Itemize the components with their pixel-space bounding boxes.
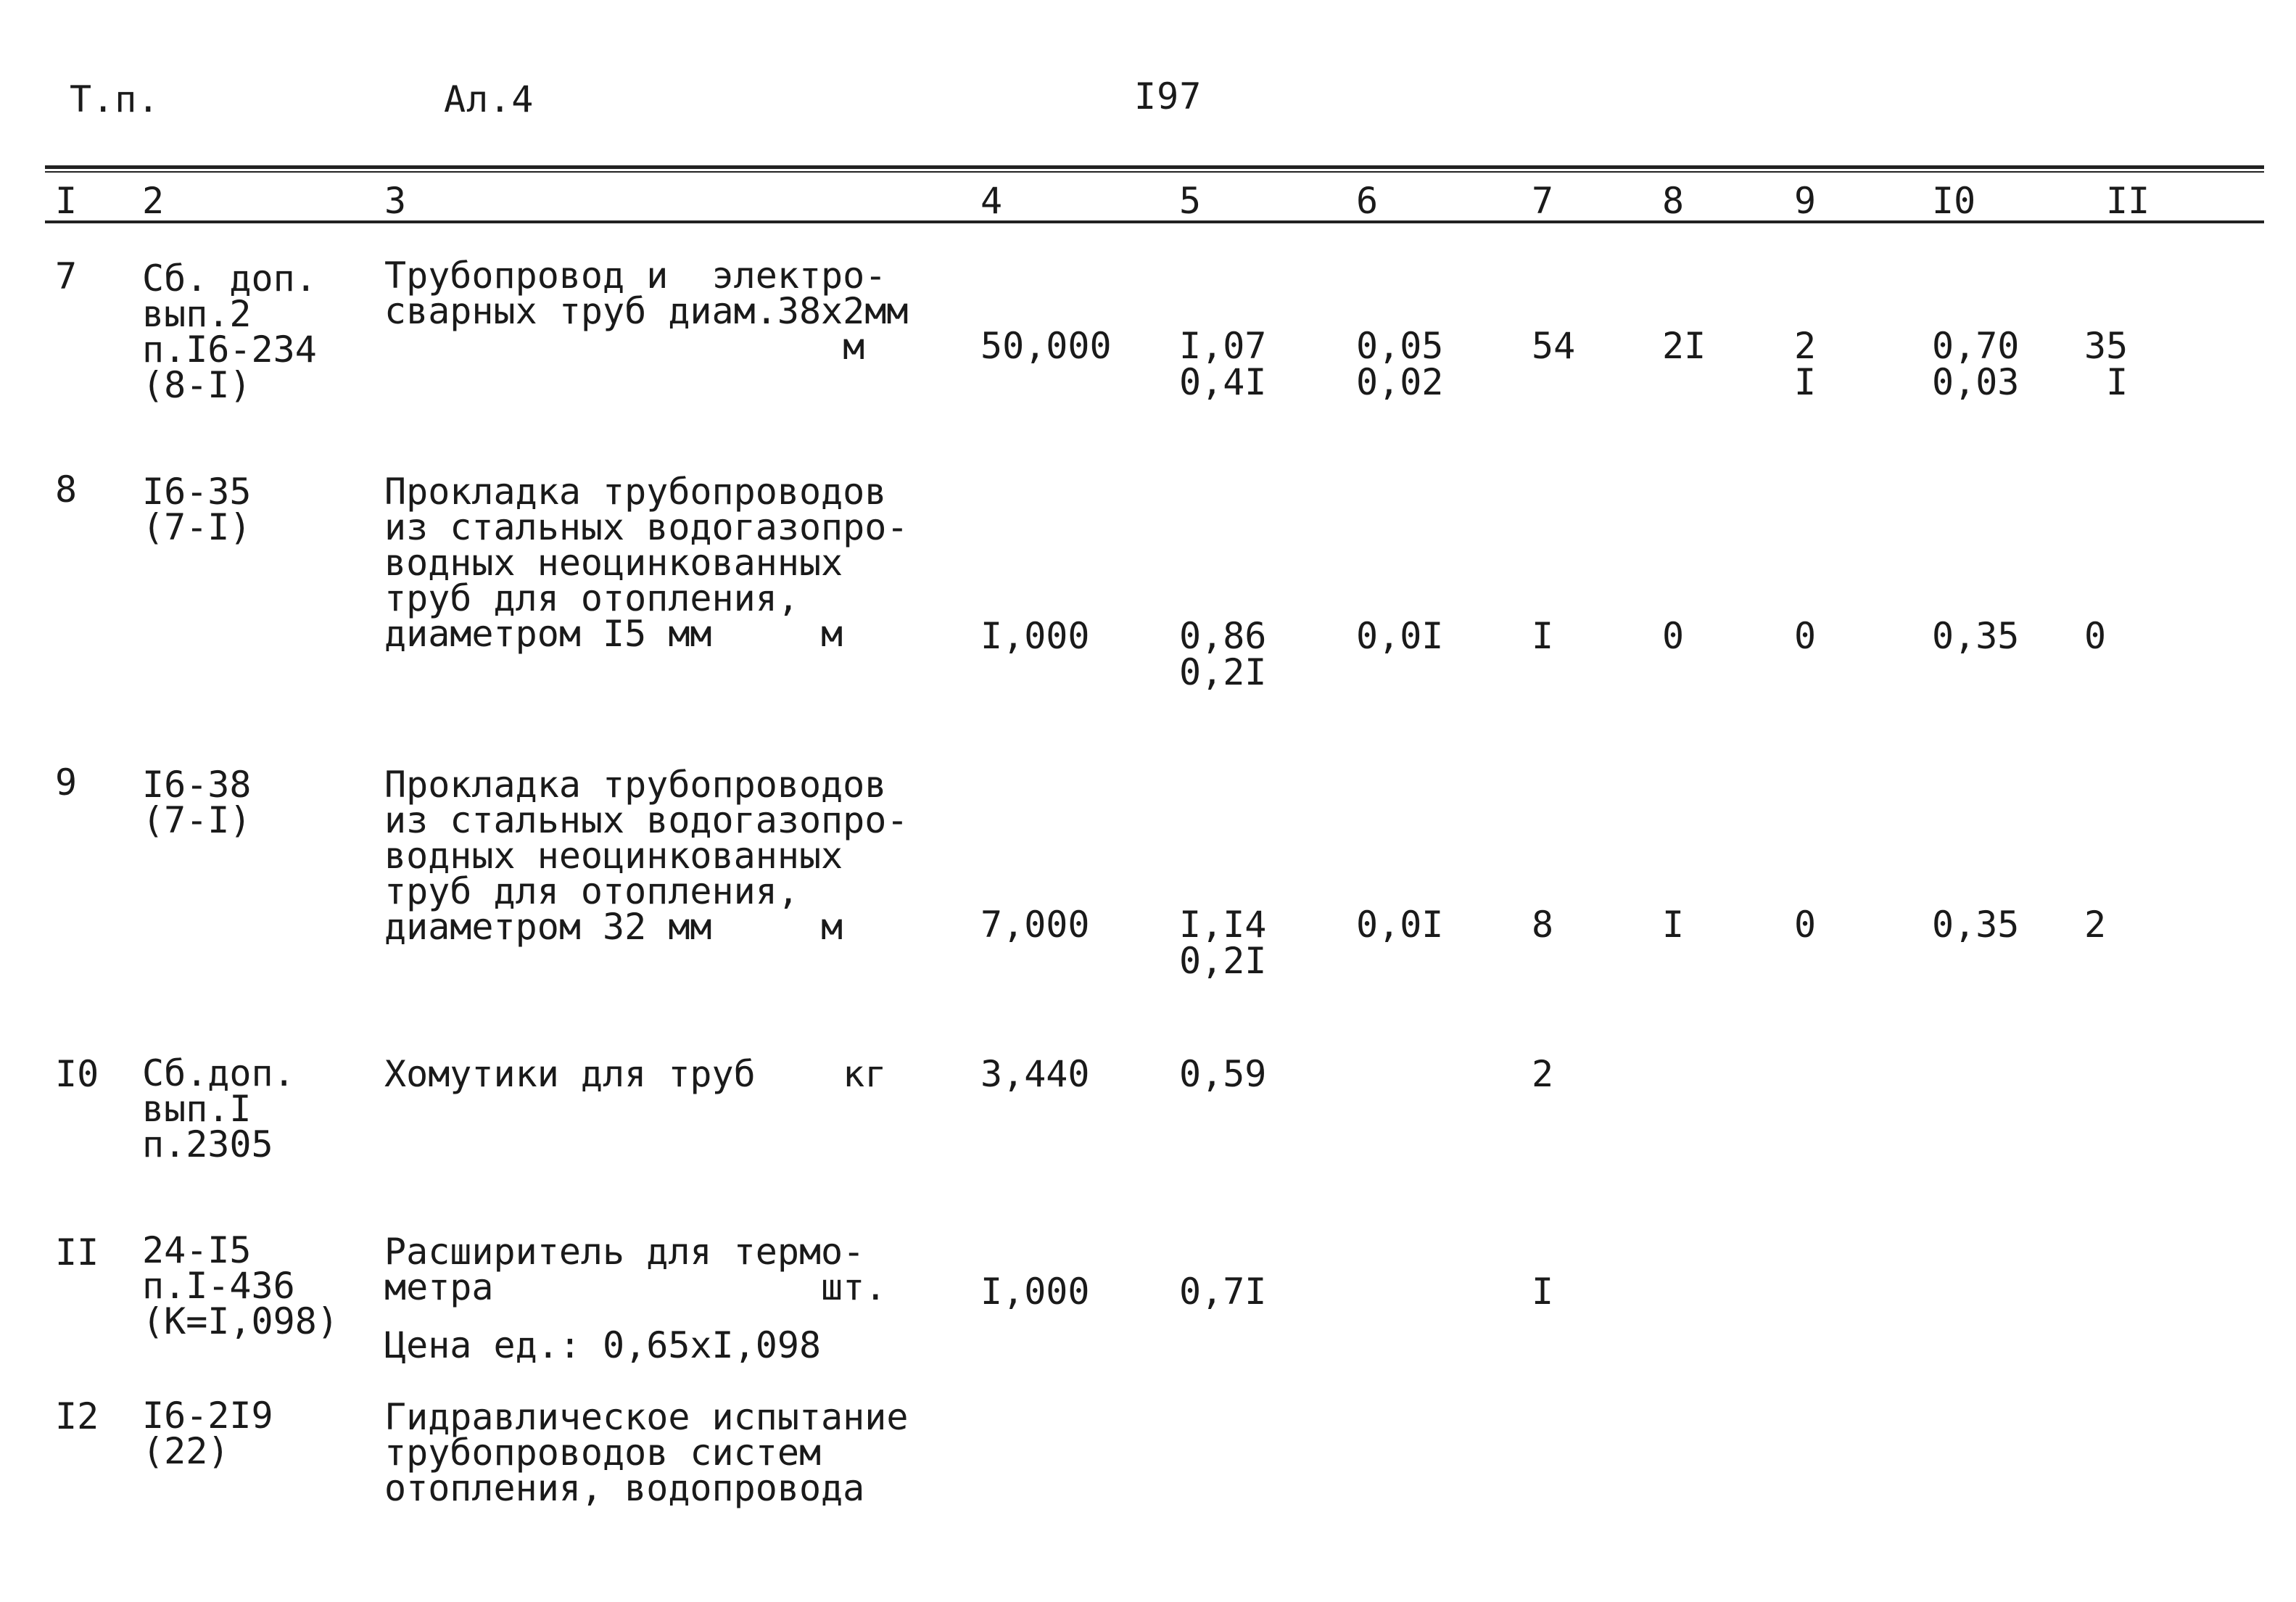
column-number: 5	[1179, 180, 1202, 222]
col-6-value: 0,0I	[1356, 904, 1444, 946]
col-6-value: 0,05 0,02	[1356, 325, 1444, 403]
column-number: I0	[1932, 180, 1976, 222]
col-11-value: 35 I	[2084, 325, 2128, 403]
col-10-value: 0,35	[1932, 615, 2020, 657]
col-9-value: 0	[1794, 615, 1817, 657]
work-description: Хомутики для труб кг	[384, 1053, 887, 1095]
rate-code: Сб. доп. вып.2 п.I6-234 (8-I)	[142, 257, 317, 406]
quantity: I,000	[980, 1271, 1090, 1313]
col-9-value: 0	[1794, 904, 1817, 946]
row-number: 9	[55, 761, 78, 804]
price-note: Цена ед.: 0,65хI,098	[384, 1324, 822, 1366]
quantity: I,000	[980, 615, 1090, 657]
col-5-value: I,I4 0,2I	[1179, 904, 1267, 982]
row-number: I2	[55, 1395, 99, 1437]
project-label: Т.п.	[70, 78, 160, 120]
col-8-value: 0	[1662, 615, 1685, 657]
col-11-value: 2	[2084, 904, 2107, 946]
row-number: 8	[55, 468, 78, 511]
col-7-value: I	[1532, 1271, 1554, 1313]
column-number: 9	[1794, 180, 1817, 222]
rate-code: 24-I5 п.I-436 (К=I,098)	[142, 1229, 339, 1342]
quantity: 3,440	[980, 1053, 1090, 1095]
quantity: 50,000	[980, 325, 1112, 367]
rate-code: I6-35 (7-I)	[142, 471, 252, 548]
column-number: 4	[980, 180, 1003, 222]
page-number: I97	[1134, 75, 1202, 117]
col-10-value: 0,35	[1932, 904, 2020, 946]
sheet-label: Ал.4	[444, 78, 534, 120]
col-7-value: 2	[1532, 1053, 1554, 1095]
column-number: 8	[1662, 180, 1685, 222]
column-number: 2	[142, 180, 165, 222]
rate-code: I6-2I9 (22)	[142, 1395, 273, 1472]
work-description: Гидравлическое испытание трубопроводов систем отопления, водопровода	[384, 1396, 909, 1509]
column-number: II	[2106, 180, 2150, 222]
col-10-value: 0,70 0,03	[1932, 325, 2020, 403]
col-8-value: 2I	[1662, 325, 1706, 367]
row-number: 7	[55, 255, 78, 297]
col-11-value: 0	[2084, 615, 2107, 657]
work-description: Трубопровод и электро- сварных труб диам.38х2мм м	[384, 255, 909, 368]
col-9-value: 2 I	[1794, 325, 1817, 403]
work-description: Прокладка трубопроводов из стальных водогазопро- водных неоцинкованных труб для отопления, диаметром 32 мм м	[384, 764, 909, 948]
row-number: I0	[55, 1053, 99, 1095]
rate-code: Сб.доп. вып.I п.2305	[142, 1052, 295, 1165]
column-number: 6	[1356, 180, 1379, 222]
col-7-value: 54	[1532, 325, 1576, 367]
table-top-rule	[45, 165, 2264, 169]
work-description: Расширитель для термо- метра шт.	[384, 1231, 887, 1308]
column-number: 3	[384, 180, 407, 222]
column-number: I	[55, 180, 78, 222]
column-number-rule	[45, 220, 2264, 223]
rate-code: I6-38 (7-I)	[142, 764, 252, 841]
quantity: 7,000	[980, 904, 1090, 946]
col-7-value: 8	[1532, 904, 1554, 946]
work-description: Прокладка трубопроводов из стальных водогазопро- водных неоцинкованных труб для отопления, диаметром I5 мм м	[384, 471, 909, 655]
col-5-value: I,07 0,4I	[1179, 325, 1267, 403]
table-top-rule-inner	[45, 171, 2264, 173]
col-8-value: I	[1662, 904, 1685, 946]
col-5-value: 0,59	[1179, 1053, 1267, 1095]
row-number: II	[55, 1231, 99, 1273]
col-7-value: I	[1532, 615, 1554, 657]
column-number: 7	[1532, 180, 1554, 222]
col-5-value: 0,86 0,2I	[1179, 615, 1267, 693]
col-6-value: 0,0I	[1356, 615, 1444, 657]
col-5-value: 0,7I	[1179, 1271, 1267, 1313]
